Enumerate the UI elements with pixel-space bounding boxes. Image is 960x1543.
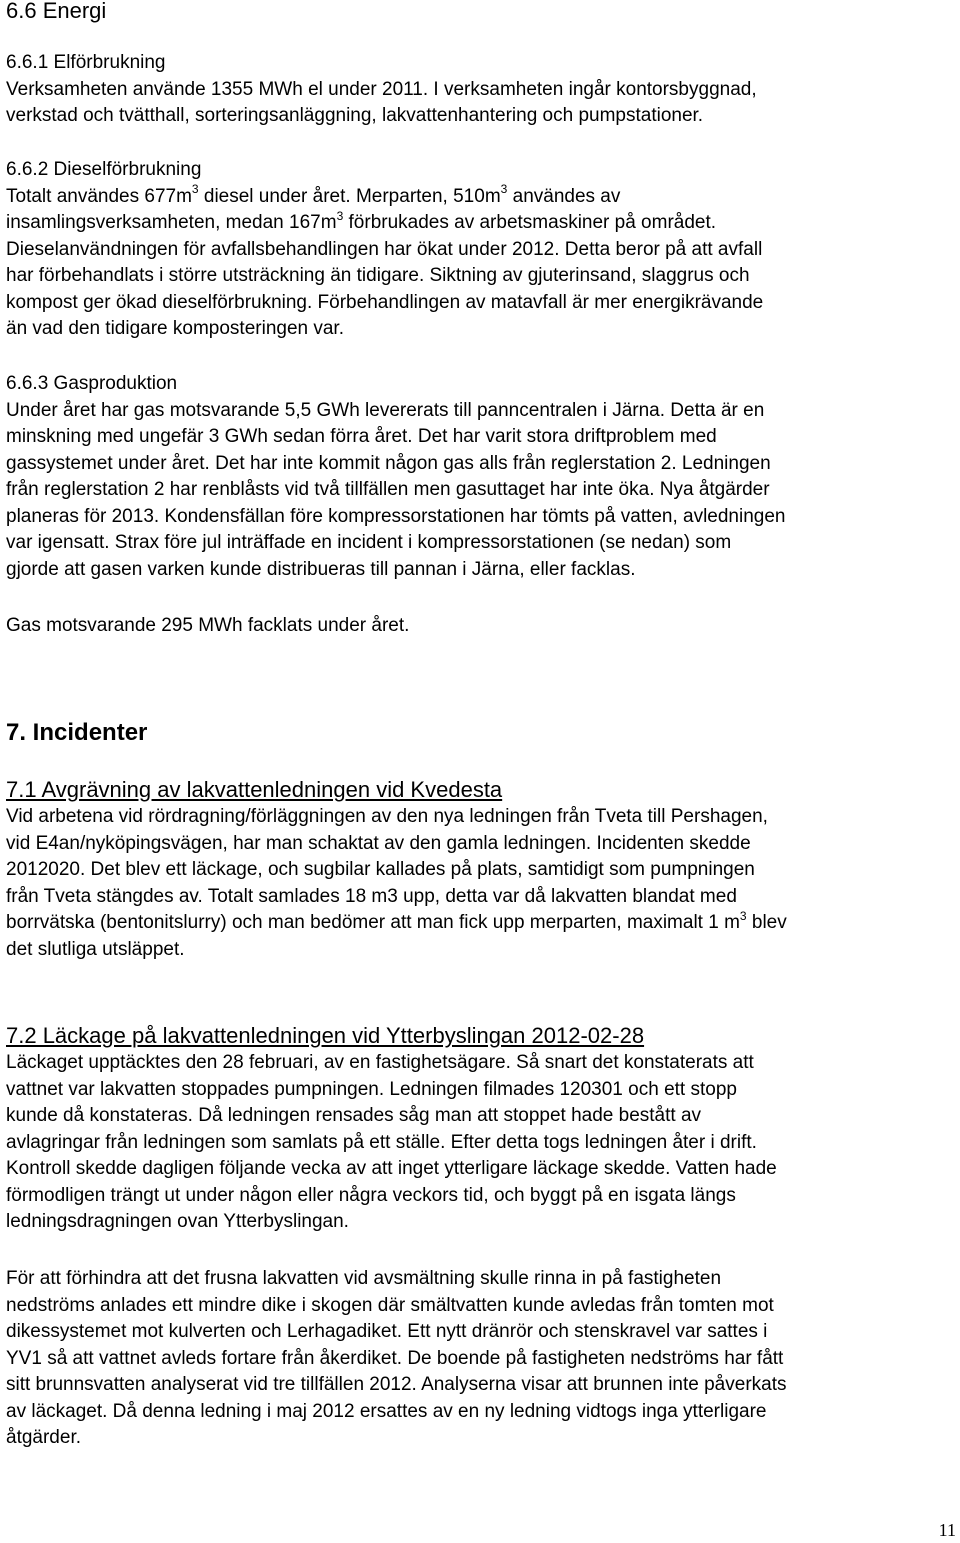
text-line: kompost ger ökad dieselförbrukning. Förbehandlingen av matavfall är mer energikrävande bbox=[6, 291, 764, 313]
section-6-6-3 bbox=[6, 371, 785, 583]
text-line: av läckaget. Då denna ledning i maj 2012 ersattes av en ny ledning vidtogs inga ytterligare bbox=[6, 1400, 767, 1422]
section-6-6-2 bbox=[6, 157, 763, 343]
heading-6-6-2: 6.6.2 Dieselförbrukning bbox=[6, 159, 202, 180]
page-number: 11 bbox=[938, 1520, 956, 1540]
text-line: För att förhindra att det frusna lakvatten vid avsmältning skulle rinna in på fastigheten bbox=[6, 1268, 722, 1289]
text-line: var igensatt. Strax före jul inträffade en incident i kompressorstationen (se nedan) som bbox=[6, 532, 732, 553]
text-line: har förbehandlats i större utsträckning än tidigare. Siktning av gjuterinsand, slaggrus och bbox=[6, 265, 750, 286]
text-line: Vid arbetena vid rördragning/förläggningen av den nya ledningen från Tveta till Pershagen, bbox=[6, 806, 768, 827]
text-line: ledningsdragningen ovan Ytterbyslingan. bbox=[6, 1211, 349, 1232]
text-line: Dieselanvändningen för avfallsbehandlingen har ökat under 2012. Detta beror på att avfall bbox=[6, 238, 763, 260]
heading-6-6-3: 6.6.3 Gasproduktion bbox=[6, 373, 178, 394]
text-line: avlagringar från ledningen som samlats på ett ställe. Efter detta togs ledningen åter i drift. bbox=[6, 1131, 757, 1153]
text-line: vid E4an/nyköpingsvägen, har man schaktat av den gamla ledningen. Incidenten skedde bbox=[6, 832, 751, 854]
text-line: Gas motsvarande 295 MWh facklats under året. bbox=[6, 615, 410, 636]
gas-note bbox=[6, 613, 409, 640]
text-line: gassystemet under året. Det har inte kommit någon gas alls från reglerstation 2. Ledningen bbox=[6, 452, 771, 474]
heading-6-6: 6.6 Energi bbox=[6, 0, 107, 23]
text-line: Totalt användes $677m^3$ diesel under året. Merparten, $510m^3$ användes av bbox=[6, 182, 621, 207]
heading-7-2: 7.2 Läckage på lakvattenledningen vid Ytterbyslingan 2012-02-28 bbox=[6, 1023, 645, 1048]
heading-6-6-1: 6.6.1 Elförbrukning bbox=[6, 52, 166, 73]
text-line: från Tveta stängdes av. Totalt samlades 18 m3 upp, detta var då lakvatten blandat med bbox=[6, 885, 737, 907]
heading-7: 7. Incidenter bbox=[6, 719, 148, 746]
text-line: Verksamheten använde 1355 MWh el under 2011. I verksamheten ingår kontorsbyggnad, bbox=[6, 78, 757, 100]
section-7-1 bbox=[6, 776, 787, 963]
heading-7-1: 7.1 Avgrävning av lakvattenledningen vid Kvedesta bbox=[6, 777, 503, 802]
text-line: det slutliga utsläppet. bbox=[6, 938, 185, 960]
text-line: åtgärder. bbox=[6, 1427, 81, 1448]
text-line: borrvätska (bentonitslurry) och man bedömer att man fick upp merparten, maximalt 1 $m^3$ blev bbox=[6, 908, 787, 933]
text-line: YV1 så att vattnet avleds fortare från åkerdiket. De boende på fastigheten nedströms har fått bbox=[6, 1347, 784, 1369]
section-6-6-1 bbox=[6, 50, 757, 130]
text-line: dikessystemet mot kulverten och Lerhagadiket. Ett nytt dränrör och stenskravel var sattes i bbox=[6, 1321, 768, 1342]
text-line: förmodligen trängt ut under någon eller några veckors tid, och byggt på en isgata längs bbox=[6, 1184, 736, 1206]
section-7-2-continued bbox=[6, 1266, 787, 1452]
text-line: planeras för 2013. Kondensfällan före kompressorstationen har tömts på vatten, avledningen bbox=[6, 505, 786, 527]
text-line: sitt brunnsvatten analyserat vid tre tillfällen 2012. Analyserna visar att brunnen inte påverkats bbox=[6, 1374, 787, 1395]
section-6-6 bbox=[6, 0, 106, 24]
text-line: Under året har gas motsvarande 5,5 GWh levererats till panncentralen i Järna. Detta är en bbox=[6, 399, 765, 421]
text-line: från reglerstation 2 har renblåsts vid två tillfällen men gasuttaget har inte öka. Nya åtgärder bbox=[6, 479, 770, 500]
text-line: Kontroll skedde dagligen följande vecka av att inget ytterligare läckage skedde. Vatten hade bbox=[6, 1158, 777, 1179]
text-line: vattnet var lakvatten stoppades pumpningen. Ledningen filmades 120301 och ett stopp bbox=[6, 1078, 737, 1100]
text-line: kunde då konstateras. Då ledningen rensades såg man att stoppet hade bestått av bbox=[6, 1105, 702, 1126]
text-line: Läckaget upptäcktes den 28 februari, av en fastighetsägare. Så snart det konstaterats att bbox=[6, 1052, 754, 1073]
text-line: nedströms anlades ett mindre dike i skogen där smältvatten kunde avledas från tomten mot bbox=[6, 1294, 774, 1316]
section-7 bbox=[6, 718, 147, 748]
text-line: minskning med ungefär 3 GWh sedan förra året. Det har varit stora driftproblem med bbox=[6, 426, 717, 447]
text-line: insamlingsverksamheten, medan $167m^3$ förbrukades av arbetsmaskiner på området. bbox=[6, 208, 717, 233]
text-line: verkstad och tvätthall, sorteringsanläggning, lakvattenhantering och pumpstationer. bbox=[6, 105, 704, 126]
text-line: 2012020. Det blev ett läckage, och sugbilar kallades på plats, samtidigt som pumpningen bbox=[6, 859, 755, 880]
section-7-2 bbox=[6, 1022, 777, 1236]
text-line: gjorde att gasen varken kunde distribueras till pannan i Järna, eller facklas. bbox=[6, 558, 636, 580]
text-line: än vad den tidigare komposteringen var. bbox=[6, 318, 344, 339]
